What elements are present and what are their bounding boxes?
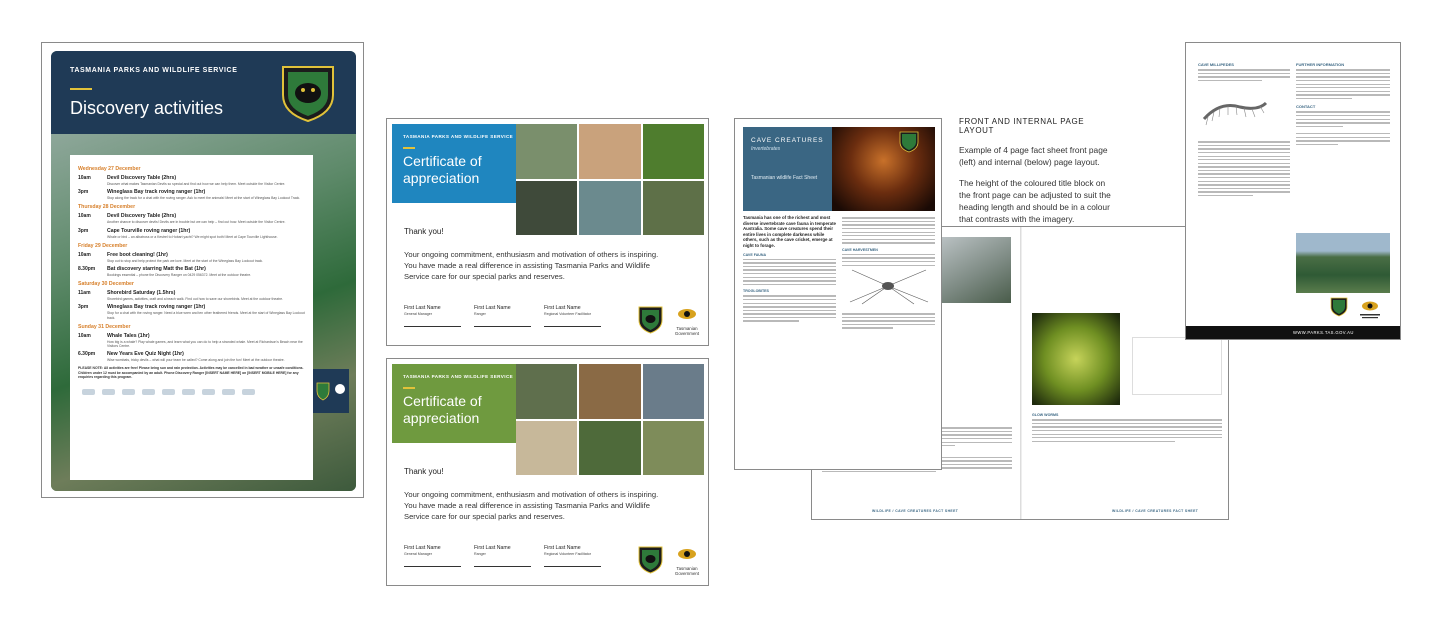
signature-block [474, 305, 531, 327]
event-description: Stop out to stop and help protect the park we love. Meet at the start of the Wineglass Bay Lookout track. [107, 258, 264, 263]
harvestman-illustration-icon [842, 266, 934, 306]
government-label: Tasmanian Government [674, 326, 700, 336]
signatory-name: First Last Name [474, 305, 511, 311]
photo-tile [643, 364, 704, 419]
poster-org-name: TASMANIA PARKS AND WILDLIFE SERVICE [70, 67, 238, 74]
photo-tile [643, 181, 704, 236]
section-heading: CAVE MILLIPEDES [1198, 62, 1234, 67]
event-row [78, 351, 305, 362]
certificate-green [386, 358, 709, 586]
website-url: WWW.PARKS.TAS.GOV.AU [1293, 330, 1354, 335]
partner-logo [162, 389, 175, 395]
body-text [842, 313, 935, 329]
back-page-column-left [1198, 57, 1290, 81]
event-title: Wineglass Bay track roving ranger (1hr) [107, 304, 206, 311]
signature-block [544, 305, 601, 327]
signature-lines [404, 545, 601, 567]
signatory-role: Regional Volunteer Facilitator [544, 552, 591, 556]
event-details [107, 228, 305, 239]
factsheet-column-left [743, 215, 836, 329]
event-title: Wineglass Bay track roving ranger (1hr) [107, 189, 206, 196]
event-title: Free boot cleaning! (1hr) [107, 251, 168, 258]
poster-fine-print: PLEASE NOTE: All activities are free! Please bring sun and rain protection. Activities may be cancelled in bad weather or unsafe conditions. Children under 12 must be accompanied by an adult. Phone Discovery Ranger [INSERT NAME HERE] on [INSERT MOBILE HERE] for any enquiries regarding this program. [78, 366, 304, 379]
section-heading: FURTHER INFORMATION [1296, 62, 1345, 67]
parks-wildlife-crest-icon [638, 546, 663, 574]
parks-wildlife-crest-icon [899, 131, 919, 153]
parks-wildlife-crest-icon [1330, 297, 1348, 317]
poster-frame [51, 51, 356, 491]
partner-logo [222, 389, 235, 395]
event-time: 10am [78, 251, 91, 258]
event-title: New Years Eve Quiz Night (1hr) [107, 351, 184, 358]
layout-annotation [959, 117, 1119, 225]
partner-logo [82, 389, 95, 395]
certificate-title: Certificate of appreciation [403, 393, 482, 426]
partner-logo [182, 389, 195, 395]
cave-photo [832, 127, 935, 211]
glow-worm-illustration [1132, 337, 1222, 395]
thylacine-icon [671, 305, 703, 321]
event-description: Stop for a chat with the roving ranger. Need a blue wren and ten other feathered friends. Meet at the start of Wineglass Bay Lookout track. [107, 311, 305, 320]
signatory-name: First Last Name [544, 305, 581, 311]
annotation-heading: FRONT AND INTERNAL PAGE LAYOUT [959, 117, 1085, 135]
photo-tile [579, 124, 640, 179]
signatory-role: General Manager [404, 552, 432, 556]
photo-tile [643, 124, 704, 179]
event-time: 10am [78, 332, 91, 339]
certificate-org-name: TASMANIA PARKS AND WILDLIFE SERVICE [403, 374, 514, 379]
event-description: Stop along the track for a chat with the roving ranger. Ask to meet the animals! Meet at the start of Wineglass Bay Lookout Track. [107, 196, 301, 201]
event-row [78, 213, 305, 224]
tasmanian-government-logo [671, 305, 703, 335]
event-time: 3pm [78, 189, 89, 196]
event-row [78, 252, 305, 263]
event-title: Bat discovery starring Matt the Bat (1hr) [107, 266, 206, 273]
photo-tile [579, 364, 640, 419]
parks-wildlife-crest-icon [279, 63, 337, 123]
event-details [107, 189, 305, 200]
event-title: Whale Tales (1hr) [107, 332, 150, 339]
event-details [107, 175, 305, 186]
event-row [78, 189, 305, 200]
factsheet-body [743, 215, 935, 329]
event-title: Shorebird Saturday (1.5hrs) [107, 290, 176, 297]
landscape-photo [1296, 233, 1390, 293]
signature-block [474, 545, 531, 567]
annotation-paragraph: Example of 4 page fact sheet front page (left) and internal (below) page layout. [959, 145, 1108, 167]
certificate-accent-rule [403, 387, 415, 389]
glow-worm-photo [1032, 313, 1120, 405]
factsheet-subtitle: Invertebrates [751, 146, 781, 152]
poster-accent-rule [70, 88, 92, 90]
right-page-body [1032, 409, 1222, 442]
factsheet-column-right [842, 215, 935, 329]
section-heading: GLOW WORMS [1032, 413, 1059, 417]
event-day-heading: Thursday 28 December [78, 204, 136, 211]
event-time: 6.30pm [78, 351, 96, 358]
certificate-title-block [392, 364, 516, 443]
signatory-role: Ranger [474, 312, 486, 316]
event-title: Devil Discovery Table (2hrs) [107, 213, 177, 220]
certificate-message: Your ongoing commitment, enthusiasm and motivation of others is inspiring. You have made a real difference in assisting Tasmania Parks and Wildlife Service care for our special parks and reserves. [404, 250, 659, 281]
event-details [107, 252, 305, 263]
poster-title: Discovery activities [70, 98, 224, 118]
section-heading: TROGLOBITES [743, 289, 769, 294]
event-title: Cape Tourville roving ranger (1hr) [107, 227, 191, 234]
certificate-thank-you: Thank you! [404, 227, 444, 236]
event-day-heading: Wednesday 27 December [78, 166, 141, 172]
section-heading: CONTACT [1296, 104, 1316, 110]
certificate-photo-grid [516, 124, 704, 235]
spread-footer: WILDLIFE / CAVE CREATURES FACT SHEET [872, 509, 959, 513]
partner-logos [78, 389, 305, 395]
poster-footer-logos-icon [313, 369, 349, 413]
event-description: Discover what makes Tasmanian Devils so special and find out how we can help them. Meet outside the Visitor Centre. [107, 182, 286, 186]
event-details [107, 213, 305, 224]
event-row [78, 304, 305, 319]
event-details [107, 333, 305, 348]
event-title: Devil Discovery Table (2hrs) [107, 175, 177, 181]
tasmanian-government-logo [671, 545, 703, 575]
event-details [107, 290, 305, 301]
back-page-column-right [1296, 57, 1390, 145]
event-day-heading: Sunday 31 December [78, 323, 131, 330]
certificate-photo-grid [516, 364, 704, 475]
event-row [78, 175, 305, 186]
event-time: 10am [78, 213, 91, 220]
body-text [1296, 69, 1390, 99]
certificate-title: Certificate of appreciation [403, 153, 482, 186]
signature-block [404, 545, 461, 567]
government-label: Tasmanian Government [674, 566, 700, 576]
event-description: Another chance to discover devils! Devils are in trouble but we can help – find out how. Meet outside the Visitor Centre. [107, 220, 286, 225]
partner-logo [202, 389, 215, 395]
event-time: 10am [78, 175, 91, 181]
factsheet-title-block [743, 127, 832, 211]
body-text [1032, 419, 1222, 442]
signatory-role: Regional Volunteer Facilitator [544, 312, 591, 316]
annotation-paragraph: The height of the coloured title block on the front page can be adjusted to suit the heading length and should be in a colour that contrasts with the imagery. [959, 178, 1111, 224]
signatory-name: First Last Name [404, 545, 441, 551]
event-description: Wise wombats, tricky devils – what will your team be called? Come along and join the fun! Meet at the outdoor theatre. [107, 358, 285, 363]
body-text [1198, 69, 1290, 81]
photo-tile [579, 181, 640, 236]
event-details [107, 351, 305, 362]
event-row [78, 228, 305, 239]
factsheet-columns [743, 215, 935, 329]
spread-footer: WILDLIFE / CAVE CREATURES FACT SHEET [1112, 509, 1199, 513]
parks-wildlife-crest-icon [638, 306, 663, 334]
certificate-blue [386, 118, 709, 346]
event-time: 3pm [78, 227, 89, 234]
back-page-body-left [1198, 139, 1290, 196]
event-row [78, 266, 305, 277]
tasmanian-government-logo-icon [1356, 297, 1384, 321]
photo-tile [516, 124, 577, 179]
certificate-accent-rule [403, 147, 415, 149]
signatory-name: First Last Name [474, 545, 511, 551]
poster-header [51, 51, 356, 134]
body-text [743, 295, 836, 321]
event-description: Whale or bird – an albatross or a Kestrel to Hobart yacht? We might spot both! Meet at Cape Tourville Lighthouse. [107, 234, 278, 239]
photo-tile [516, 421, 577, 476]
event-day-heading: Saturday 30 December [78, 281, 134, 288]
poster-events-card [70, 155, 313, 480]
body-text [1296, 111, 1390, 127]
factsheet-title: CAVE CREATURES [751, 137, 824, 144]
photo-tile [643, 421, 704, 476]
event-details [107, 304, 305, 319]
certificate-thank-you: Thank you! [404, 467, 444, 476]
event-row [78, 290, 305, 301]
event-time: 8.30pm [78, 266, 96, 273]
event-day-heading: Friday 29 December [78, 242, 128, 249]
signatory-role: General Manager [404, 312, 432, 316]
certificate-message: Your ongoing commitment, enthusiasm and motivation of others is inspiring. You have made a real difference in assisting Tasmania Parks and Wildlife Service care for our special parks and reserves. [404, 490, 659, 521]
event-time: 3pm [78, 304, 89, 311]
factsheet-front-page [734, 118, 942, 470]
event-row [78, 333, 305, 348]
factsheet-back-page [1185, 42, 1401, 340]
factsheet-lead: Tasmania has one of the richest and most diverse invertebrate cave fauna in temperate Australia. Some cave creatures spend their entire lives in complete darkness while others, such as the cave cricket, emerge at night to forage. [743, 215, 836, 248]
body-text [842, 217, 935, 243]
event-time: 11am [78, 290, 91, 297]
event-details [107, 266, 305, 277]
partner-logo [102, 389, 115, 395]
body-text [1296, 133, 1390, 145]
partner-logo [122, 389, 135, 395]
partner-logo [142, 389, 155, 395]
thylacine-icon [671, 545, 703, 561]
signature-block [404, 305, 461, 327]
body-text [1198, 141, 1290, 196]
discovery-activities-poster [41, 42, 364, 498]
event-description: How big is a whale? Play whale games, and learn what you can do to help a stranded whale. Meet at Richardson's Beach near the Visitors Centre. [107, 339, 303, 349]
event-description: Shorebird games, activities, craft and a beach walk. Find out how to save our shorebirds. Meet at the outdoor theatre. [107, 297, 284, 302]
certificate-title-block [392, 124, 516, 203]
signatory-role: Ranger [474, 552, 486, 556]
body-text [743, 259, 836, 285]
certificate-org-name: TASMANIA PARKS AND WILDLIFE SERVICE [403, 134, 514, 139]
signatory-name: First Last Name [404, 305, 441, 311]
photo-tile [579, 421, 640, 476]
section-heading: CAVE FAUNA [743, 252, 767, 257]
partner-logo [242, 389, 255, 395]
signatory-name: First Last Name [544, 545, 581, 551]
photo-tile [516, 364, 577, 419]
signature-lines [404, 305, 601, 327]
body-text [842, 254, 935, 266]
factsheet-series: Tasmanian wildlife Fact Sheet [751, 175, 818, 181]
section-heading: CAVE HARVESTMEN [842, 247, 878, 252]
event-schedule [78, 166, 305, 362]
photo-tile [516, 181, 577, 236]
millipede-illustration-icon [1200, 95, 1270, 129]
event-description: Bookings essential – phone the Discovery Ranger on 0429 056372. Meet at the outdoor theatre. [107, 273, 252, 278]
signature-block [544, 545, 601, 567]
